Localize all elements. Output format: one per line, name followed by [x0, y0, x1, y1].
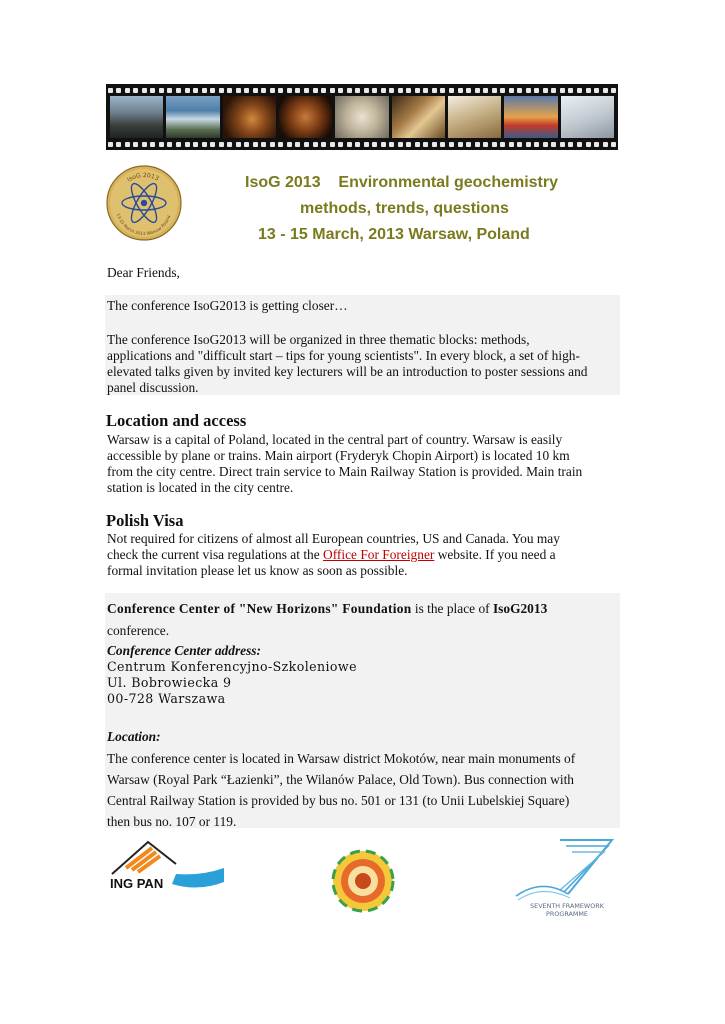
center-name: Conference Center of "New Horizons" Foundation [107, 601, 412, 616]
visa-line-2-post: website. If you need a [434, 547, 556, 562]
logo-top-text: IsoG 2013 [125, 171, 160, 184]
visa-line-3: formal invitation please let us know as soon as possible. [107, 563, 408, 578]
film-frame-rock-arch [110, 96, 163, 138]
film-frame-skull [279, 96, 332, 138]
intro-blocks-line-1: The conference IsoG2013 will be organized in three thematic blocks: methods, [107, 332, 530, 347]
fp7-line-1: SEVENTH FRAMEWORK [530, 902, 604, 910]
location-label: Location: [107, 729, 161, 744]
intro-closer: The conference IsoG2013 is getting closer… [107, 298, 348, 313]
center-mid: is the place of [411, 601, 493, 616]
center-location-line-1: The conference center is located in Warsaw district Mokotów, near main monuments of [107, 751, 576, 766]
location-line-4: station is located in the city centre. [107, 480, 294, 495]
address-line-3: 00-728 Warszawa [107, 691, 226, 706]
center-location-line-4: then bus no. 107 or 119. [107, 814, 237, 829]
address-line-1: Centrum Konferencyjno-Szkoleniowe [107, 659, 357, 674]
location-line-1: Warsaw is a capital of Poland, located in the central part of country. Warsaw is easily [107, 432, 563, 447]
film-frame-cave [223, 96, 276, 138]
visa-line-2 [107, 546, 556, 563]
visa-line-1: Not required for citizens of almost all European countries, US and Canada. You may [107, 531, 560, 546]
logo-bottom-text: 13-15 March 2013 Warsaw Poland [115, 212, 172, 237]
intro-blocks-line-3: elevated talks given by invited key lecturers will be an introduction to poster sessions and [107, 364, 588, 379]
ing-pan-logo [106, 838, 226, 892]
film-frame-pages [392, 96, 445, 138]
film-frame-fossil [335, 96, 388, 138]
visa-heading: Polish Visa [106, 511, 184, 530]
ing-pan-text: ING PAN [110, 876, 164, 891]
intro-blocks-line-2: applications and "difficult start – tips for young scientists". In every block, a set of high- [107, 348, 580, 363]
title-line-1 [245, 174, 558, 192]
film-sprockets-top [106, 86, 618, 94]
address-line-2: Ul. Bobrowiecka 9 [107, 675, 232, 690]
center-location-line-3: Central Railway Station is provided by bus no. 501 or 131 (to Unii Lubelskiej Square) [107, 793, 570, 808]
location-line-2: accessible by plane or trains. Main airport (Fryderyk Chopin Airport) is located 10 km [107, 448, 570, 463]
title-topic: Environmental geochemistry [338, 174, 559, 191]
film-frame-book [561, 96, 614, 138]
title-line-2: methods, trends, questions [300, 200, 509, 217]
fp7-line-2: PROGRAMME [546, 910, 588, 918]
isog-atom-logo [106, 165, 182, 241]
seventh-framework-logo [512, 838, 622, 918]
film-sprockets-bottom [106, 140, 618, 148]
address-label: Conference Center address: [107, 643, 261, 658]
center-location-line-2: Warsaw (Royal Park “Łazienki”, the Wilanów Palace, Old Town). Bus connection with [107, 772, 574, 787]
film-frame-waterfall [166, 96, 219, 138]
title-line-3: 13 - 15 March, 2013 Warsaw, Poland [258, 226, 530, 243]
office-for-foreigner-link[interactable]: Office For Foreigner [323, 547, 435, 562]
center-line-1 [107, 600, 547, 617]
film-strip-banner [106, 84, 618, 150]
intro-blocks-line-4: panel discussion. [107, 380, 199, 395]
center-event: IsoG2013 [492, 601, 548, 616]
film-frame-instrument [448, 96, 501, 138]
center-line-2: conference. [107, 623, 170, 638]
greeting: Dear Friends, [107, 265, 180, 280]
ring-logo [331, 849, 395, 913]
title-event: IsoG 2013 [245, 174, 321, 191]
film-frame-flasks [504, 96, 557, 138]
visa-line-2-pre: check the current visa regulations at the [107, 547, 324, 562]
location-line-3: from the city centre. Direct train service to Main Railway Station is provided. Main train [107, 464, 583, 479]
location-heading: Location and access [106, 411, 247, 430]
